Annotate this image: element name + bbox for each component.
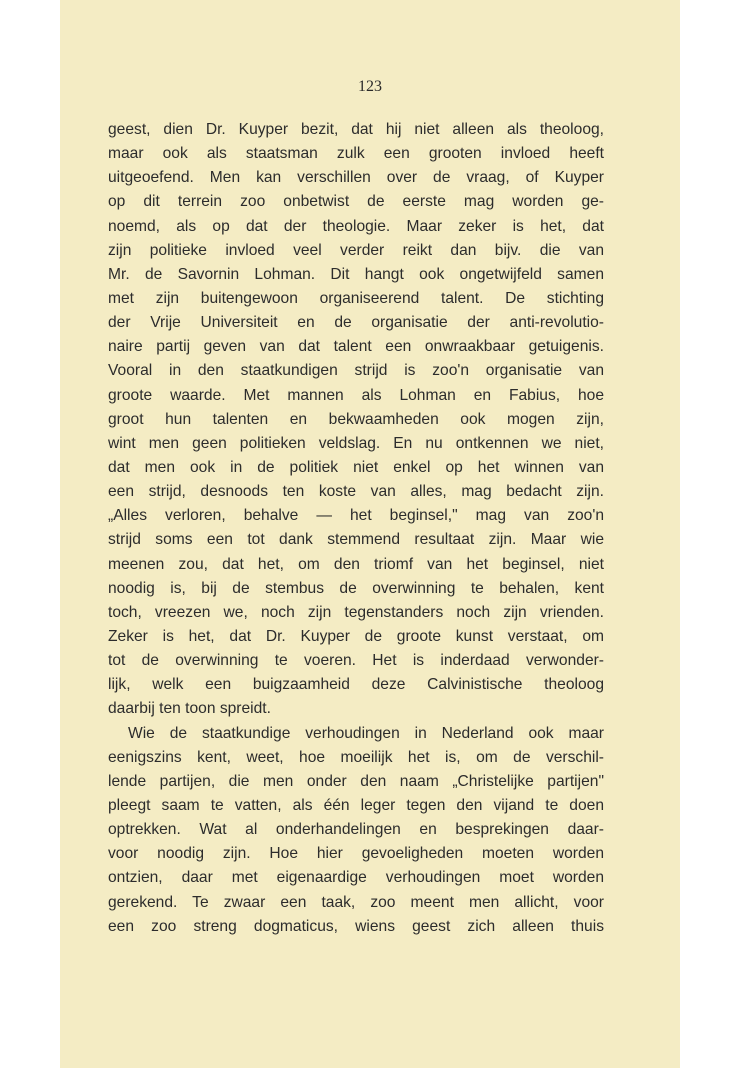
text-line: strijd soms een tot dank stemmend resultaat zijn. Maar wie [108, 531, 604, 549]
page-number: 123 [358, 78, 382, 95]
paragraph-start-line: Wie de staatkundige verhoudingen in Nederland ook maar [128, 724, 604, 742]
text-line: der Vrije Universiteit en de organisatie der anti-revolutio- [108, 314, 604, 332]
text-line: noodig is, bij de stembus de overwinning te behalen, kent [108, 579, 604, 597]
text-line: groot hun talenten en bekwaamheden ook mogen zijn, [108, 410, 604, 428]
text-line: „Alles verloren, behalve — het beginsel," mag van zoo'n [108, 507, 604, 525]
text-line: geest, dien Dr. Kuyper bezit, dat hij niet alleen als theoloog, [108, 121, 604, 138]
text-line: Vooral in den staatkundigen strijd is zoo'n organisatie van [108, 362, 604, 380]
text-line: met zijn buitengewoon organiseerend talent. De stichting [108, 289, 604, 307]
paragraph-end-line: daarbij ten toon spreidt. [108, 700, 271, 718]
text-line: lende partijen, die men onder den naam „Christelijke partijen" [108, 772, 604, 790]
text-line: meenen zou, dat het, om den triomf van het beginsel, niet [108, 555, 604, 573]
text-line: toch, vreezen we, noch zijn tegenstanders noch zijn vrienden. [108, 603, 604, 621]
text-line: tot de overwinning te voeren. Het is inderdaad verwonder- [108, 652, 604, 670]
text-line: zijn politieke invloed veel verder reikt dan bijv. die van [108, 241, 604, 259]
text-line: Zeker is het, dat Dr. Kuyper de groote kunst verstaat, om [108, 627, 604, 645]
text-line: naire partij geven van dat talent een onwraakbaar getuigenis. [108, 338, 604, 356]
text-line: eenigszins kent, weet, hoe moeilijk het is, om de verschil- [108, 748, 604, 766]
text-line: wint men geen politieken veldslag. En nu ontkennen we niet, [108, 434, 604, 452]
text-line: gerekend. Te zwaar een taak, zoo meent men allicht, voor [108, 893, 604, 911]
text-line: voor noodig zijn. Hoe hier gevoeligheden moeten worden [108, 845, 604, 863]
text-line: groote waarde. Met mannen als Lohman en Fabius, hoe [108, 386, 604, 404]
text-line: een zoo streng dogmaticus, wiens geest zich alleen thuis [108, 917, 604, 935]
text-line: optrekken. Wat al onderhandelingen en besprekingen daar- [108, 821, 604, 839]
book-page [60, 0, 680, 1068]
text-line: lijk, welk een buigzaamheid deze Calvinistische theoloog [108, 676, 604, 694]
text-line: maar ook als staatsman zulk een grooten invloed heeft [108, 145, 604, 163]
text-line: pleegt saam te vatten, als één leger tegen den vijand te doen [108, 796, 604, 814]
text-line: een strijd, desnoods ten koste van alles, mag bedacht zijn. [108, 483, 604, 501]
text-line: ontzien, daar met eigenaardige verhoudingen moet worden [108, 869, 604, 887]
text-line: dat men ook in de politiek niet enkel op het winnen van [108, 458, 604, 476]
text-line: op dit terrein zoo onbetwist de eerste mag worden ge- [108, 193, 604, 211]
text-line: uitgeoefend. Men kan verschillen over de vraag, of Kuyper [108, 169, 604, 187]
text-line: noemd, als op dat der theologie. Maar zeker is het, dat [108, 217, 604, 235]
text-line: Mr. de Savornin Lohman. Dit hangt ook ongetwijfeld samen [108, 265, 604, 283]
body-text [108, 118, 604, 939]
